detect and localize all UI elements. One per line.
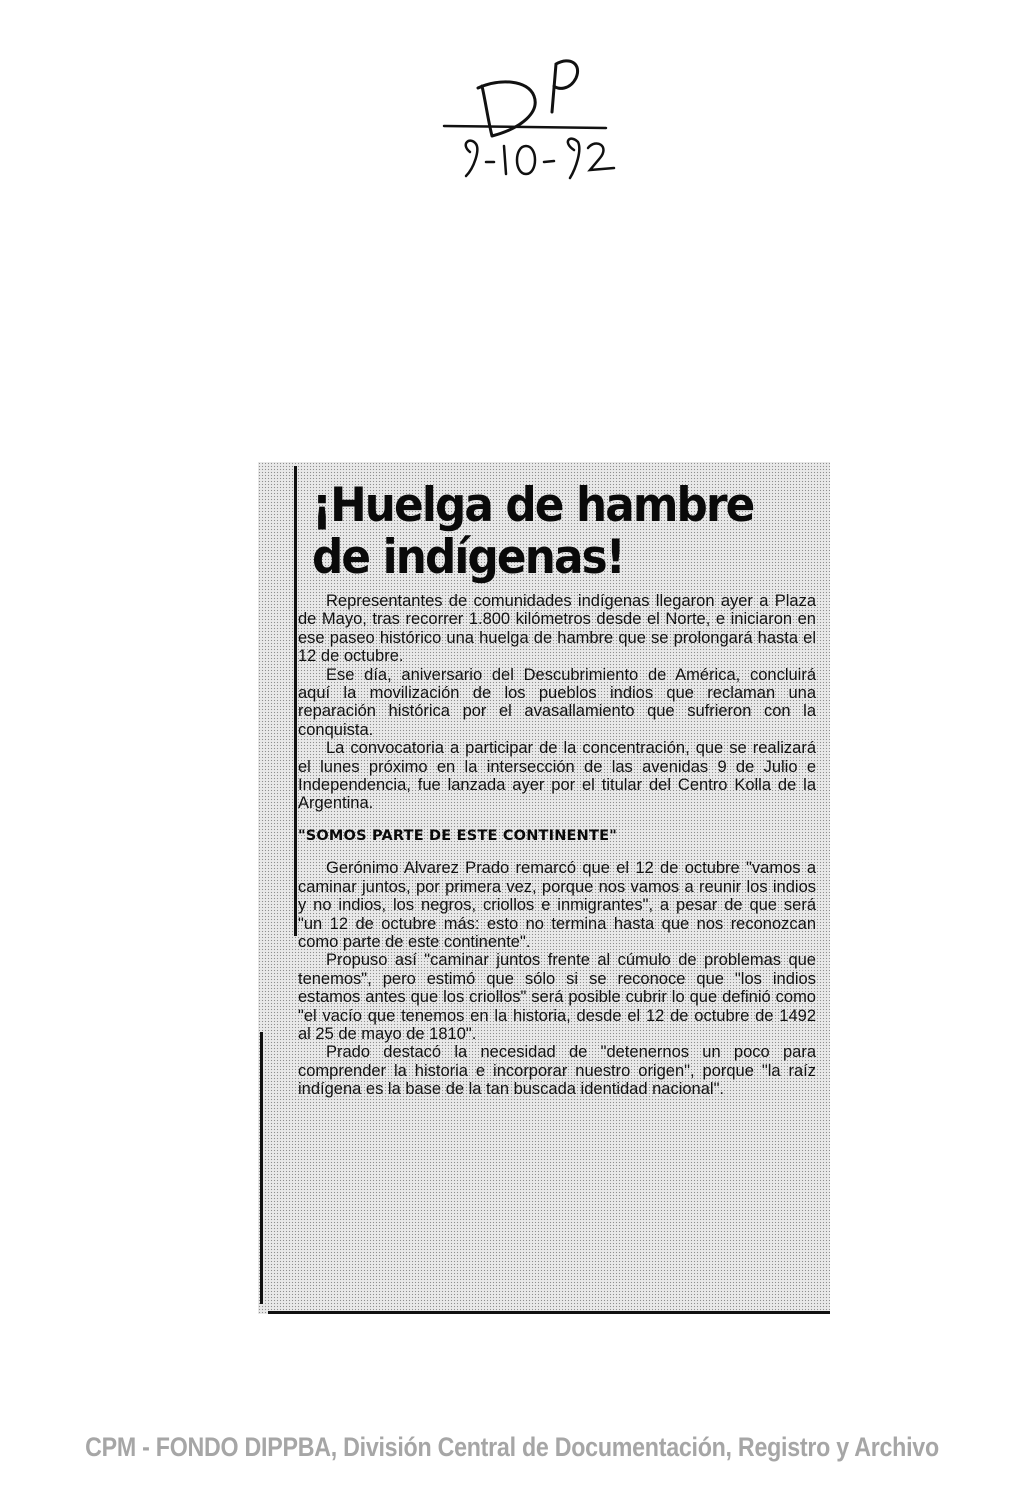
clipping-left-rule-lower [260, 1032, 263, 1304]
archive-credit: CPM - FONDO DIPPBA, División Central de Documentación, Registro y Archivo [85, 1432, 939, 1462]
article-paragraph-3: La convocatoria a participar de la concentración, que se realizará el lunes próximo en la intersección de las avenidas 9 de Julio e Independencia, fue lanzada ayer por el titular del Centro Kolla de la Argentina. [298, 739, 816, 813]
newspaper-clipping [258, 462, 830, 1314]
article-headline [312, 480, 781, 584]
article-paragraph-5: Propuso así "caminar juntos frente al cúmulo de problemas que tenemos", pero estimó que sólo si se reconoce que "los indios estamos antes que los criollos" será posible cubrir lo que definió como "el vacío que tenemos en la historia, desde el 12 de octubre de 1492 al 25 de mayo de 1810". [298, 951, 816, 1043]
article-paragraph-1: Representantes de comunidades indígenas llegaron ayer a Plaza de Mayo, tras recorrer 1.800 kilómetros desde el Norte, e iniciaron en ese paseo histórico una huelga de hambre que se prolongará hasta el 12 de octubre. [298, 592, 816, 666]
article-paragraph-2: Ese día, aniversario del Descubrimiento de América, concluirá aquí la movilización de los pueblos indios que reclaman una reparación histórica por el avasallamiento que sufrieron con la conquista. [298, 665, 816, 739]
headline-line-1: ¡Huelga de hambre [312, 478, 754, 533]
clipping-left-rule [294, 466, 297, 936]
headline-line-2: de indígenas! [312, 530, 624, 585]
article-paragraph-4: Gerónimo Alvarez Prado remarcó que el 12 de octubre "vamos a caminar juntos, por primera vez, porque nos vamos a reunir los indios y no indios, los negros, criollos e inmigrantes", a pesar de que será "un 12 de octubre más: esto no termina hasta que nos reconozcan como parte de este continente". [298, 859, 816, 951]
handwritten-annotation [430, 50, 660, 190]
article-paragraph-6: Prado destacó la necesidad de "detenernos un poco para comprender la historia e incorporar nuestro origen", porque "la raíz indígena es la base de la tan buscada identidad nacional". [298, 1043, 816, 1099]
article-body [298, 592, 816, 1099]
article-subheading: "SOMOS PARTE DE ESTE CONTINENTE" [298, 827, 617, 844]
handwritten-signature [430, 50, 660, 190]
clipping-bottom-rule [268, 1311, 830, 1314]
